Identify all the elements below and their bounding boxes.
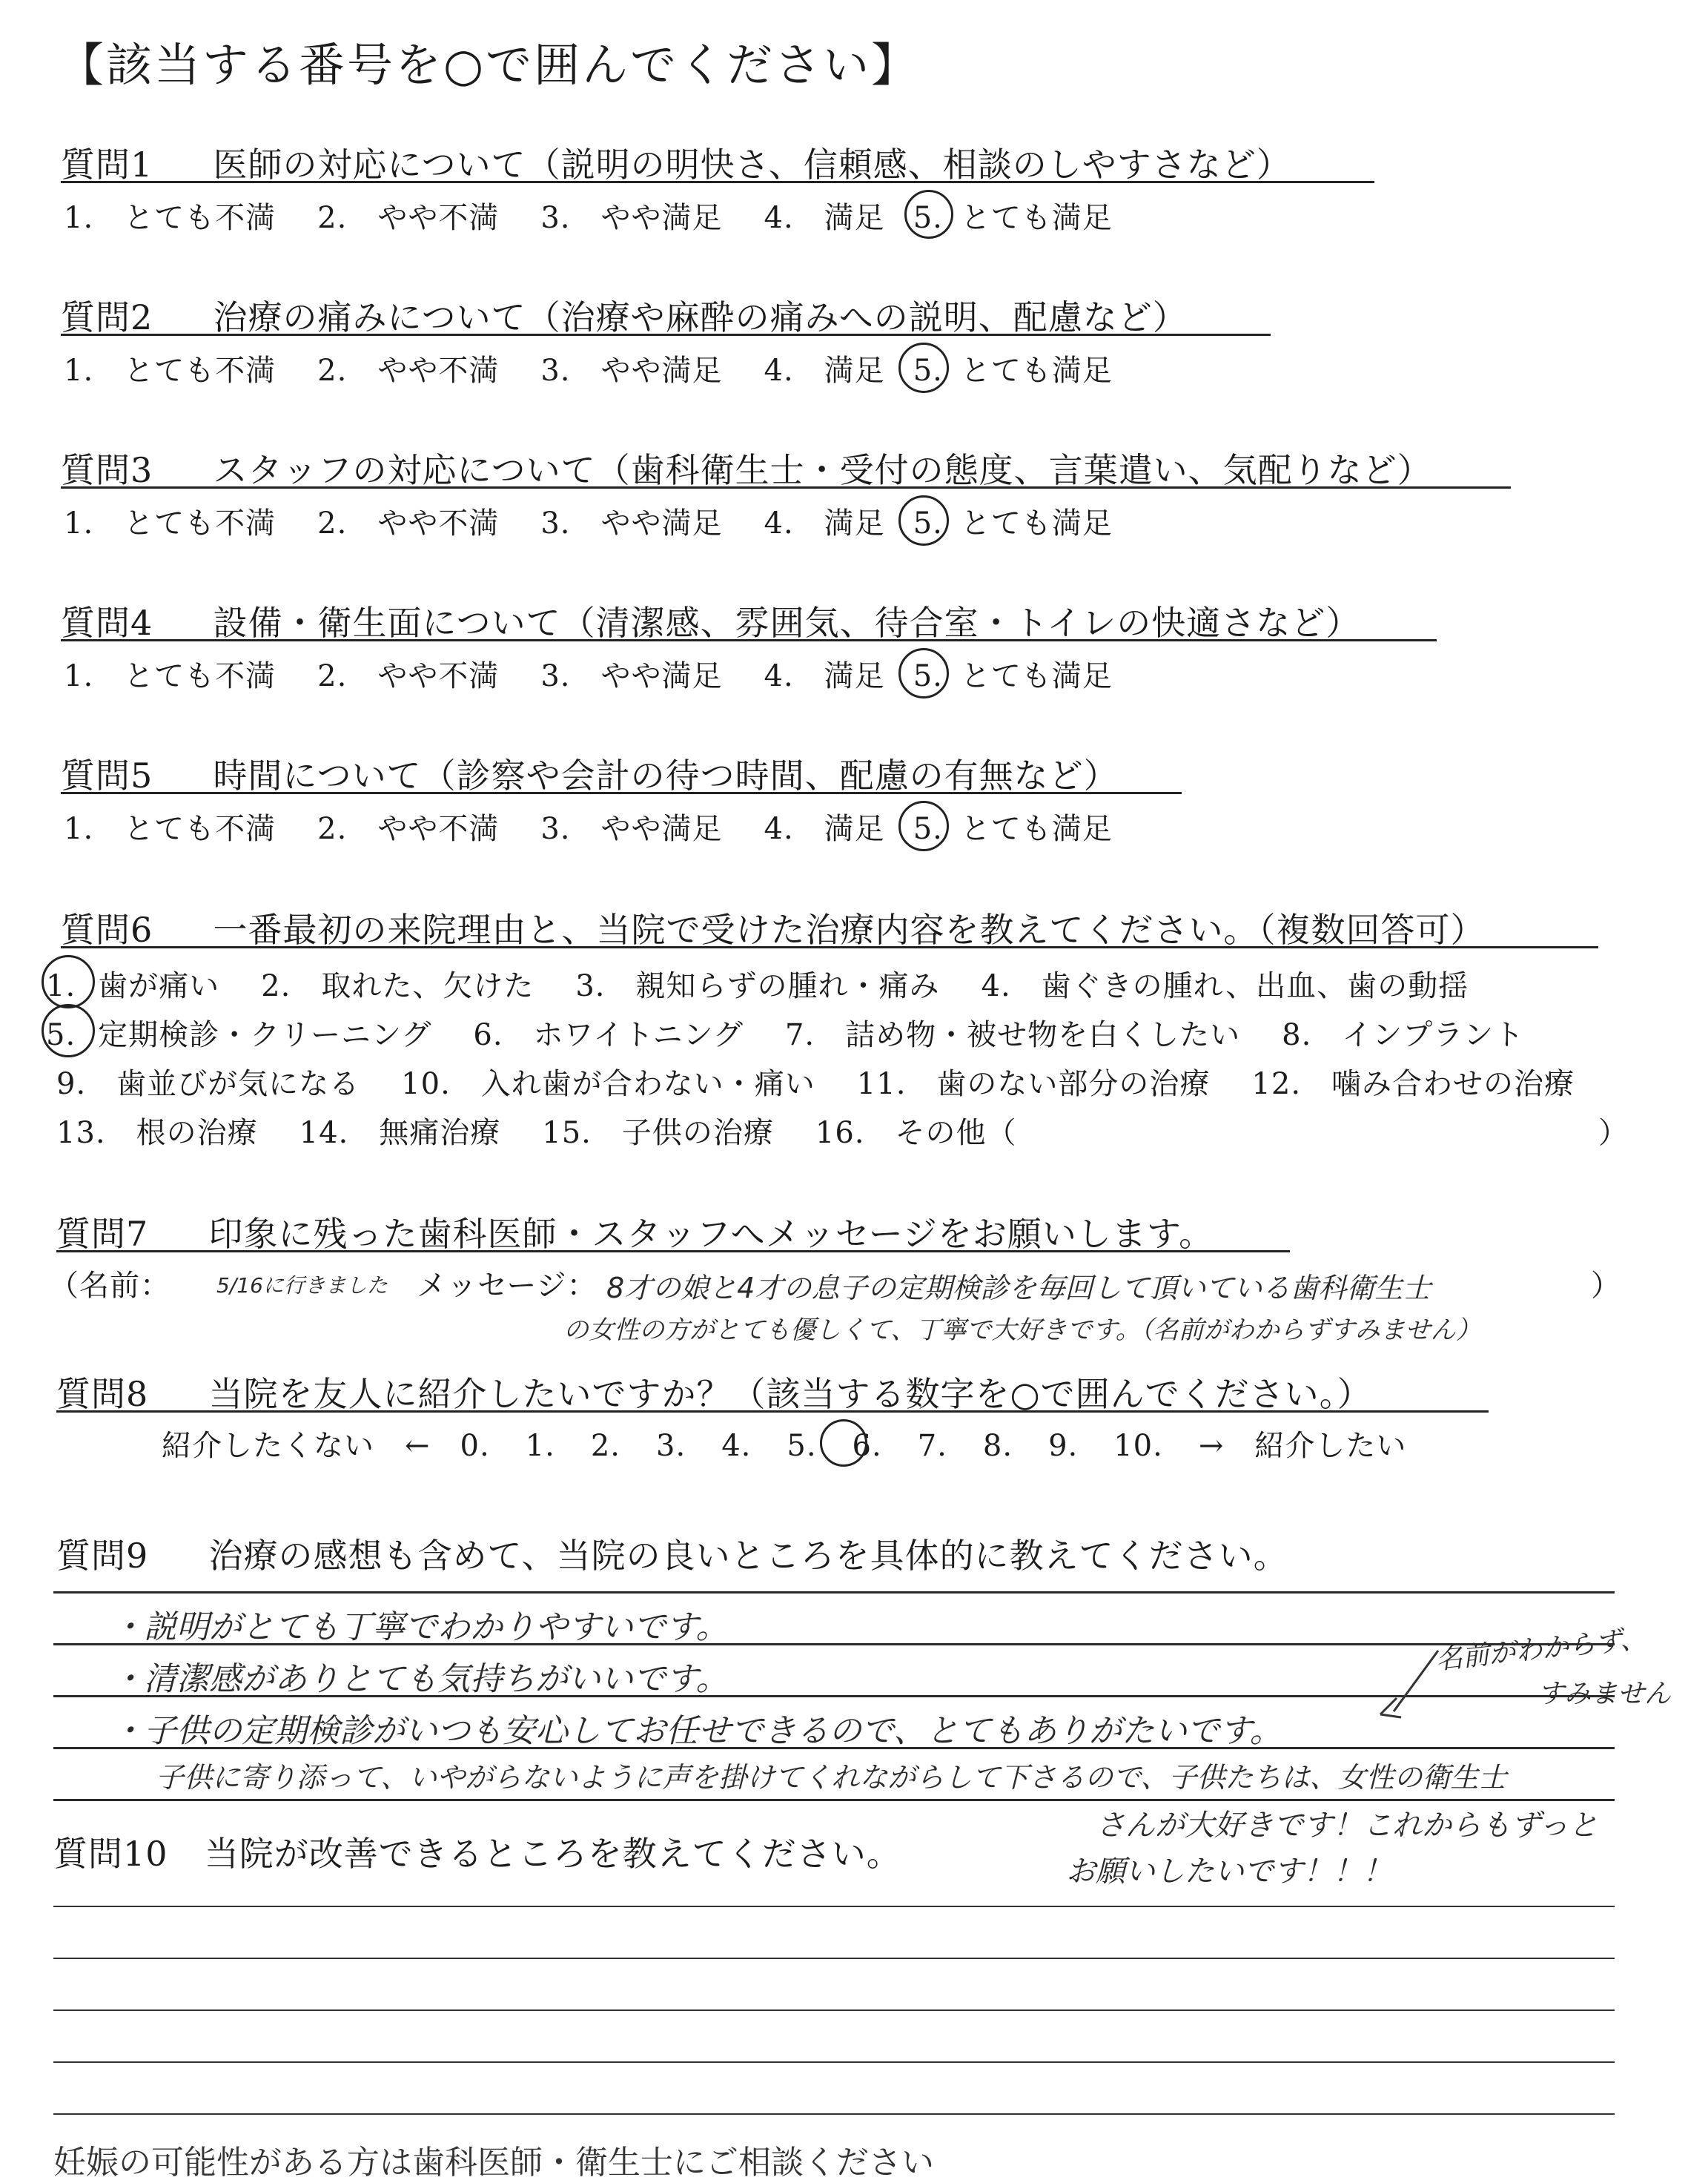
question-5-text: 時間について（診察や会計の待つ時間、配慮の有無など） — [213, 756, 1119, 796]
question-3-options — [64, 500, 1113, 542]
option-5-label: とても満足 — [960, 812, 1113, 846]
q8-option-8[interactable]: 8. — [982, 1429, 1013, 1463]
q9-answer-1[interactable]: ・説明がとても丁寧でわかりやすいです。 — [111, 1608, 729, 1646]
q6-option-16[interactable]: 16. その他（ — [815, 1116, 1017, 1150]
question-6-row-3 — [56, 1060, 1575, 1103]
q7-name-value[interactable]: 5/16に行きました — [216, 1273, 388, 1298]
selection-circle — [898, 495, 949, 546]
q8-option-2[interactable]: 2. — [590, 1429, 621, 1463]
q8-option-5[interactable]: 5. — [787, 1429, 817, 1463]
question-3-text: スタッフの対応について（歯科衛生士・受付の態度、言葉遣い、気配りなど） — [213, 450, 1432, 490]
selection-circle — [898, 801, 949, 851]
question-3-label: 質問3 — [61, 450, 153, 490]
option-2[interactable]: 2. やや不満 — [317, 201, 500, 235]
q10-answer-line[interactable] — [53, 2061, 1615, 2063]
q7-name-label: （名前： — [49, 1269, 171, 1303]
q6-option-2[interactable]: 2. 取れた、欠けた — [261, 969, 534, 1003]
question-9-text: 治療の感想も含めて、当院の良いところを具体的に教えてください。 — [208, 1536, 1288, 1576]
option-5-label: とても満足 — [960, 659, 1113, 693]
question-4-options — [64, 653, 1113, 695]
option-1[interactable]: 1. とても不満 — [64, 812, 277, 846]
question-5-options — [64, 805, 1113, 848]
question-10-label: 質問10 — [53, 1834, 168, 1874]
question-6-row-4 — [56, 1109, 1017, 1152]
q9-answer-3[interactable]: ・子供の定期検診がいつも安心してお任せできるので、とてもありがたいです。 — [111, 1712, 1282, 1750]
option-1[interactable]: 1. とても不満 — [64, 201, 277, 235]
q6-option-1[interactable]: 1. — [46, 969, 76, 1003]
q9-answer-6[interactable]: お願いしたいです！！！ — [1066, 1855, 1392, 1889]
question-9-label: 質問9 — [56, 1536, 149, 1576]
q8-option-10[interactable]: 10. — [1113, 1429, 1163, 1463]
question-4-label: 質問4 — [61, 603, 153, 643]
q9-side-note-2[interactable]: すみません — [1537, 1679, 1672, 1709]
selection-circle — [820, 1419, 867, 1467]
q7-close-paren: ） — [1591, 1269, 1621, 1303]
q6-option-14[interactable]: 14. 無痛治療 — [299, 1116, 501, 1150]
question-7-text: 印象に残った歯科医師・スタッフへメッセージをお願いします。 — [208, 1214, 1214, 1254]
option-2[interactable]: 2. やや不満 — [317, 812, 500, 846]
option-4[interactable]: 4. 満足 — [764, 659, 885, 693]
question-6-row-1 — [46, 962, 1469, 1005]
option-1[interactable]: 1. とても不満 — [64, 354, 277, 388]
selection-circle — [898, 343, 949, 393]
question-1-text: 医師の対応について（説明の明快さ、信頼感、相談のしやすさなど） — [213, 145, 1291, 185]
q6-option-8[interactable]: 8. インプラント — [1282, 1018, 1525, 1052]
option-4[interactable]: 4. 満足 — [764, 354, 885, 388]
option-1[interactable]: 1. とても不満 — [64, 659, 277, 693]
q9-answer-4[interactable]: 子供に寄り添って、いやがらないように声を掛けてくれながらして下さるので、子供たちは、女性の衛生士 — [156, 1761, 1507, 1794]
q8-option-0[interactable]: 0. — [460, 1429, 490, 1463]
option-5-label: とても満足 — [960, 506, 1113, 541]
question-2-options — [64, 347, 1113, 389]
q6-option-3[interactable]: 3. 親知らずの腫れ・痛み — [575, 969, 940, 1003]
q9-answer-5[interactable]: さんが大好きです！これからもずっと — [1096, 1809, 1598, 1843]
option-2[interactable]: 2. やや不満 — [317, 506, 500, 541]
q6-option-11[interactable]: 11. 歯のない部分の治療 — [856, 1067, 1211, 1101]
question-2-text: 治療の痛みについて（治療や麻酔の痛みへの説明、配慮など） — [213, 297, 1188, 337]
q6-option-10[interactable]: 10. 入れ歯が合わない・痛い — [401, 1067, 815, 1101]
selection-circle — [42, 1004, 95, 1057]
q6-option-7[interactable]: 7. 詰め物・被せ物を白くしたい — [784, 1018, 1241, 1052]
q6-option-5[interactable]: 5. — [46, 1018, 76, 1052]
q9-side-note-1[interactable]: 名前がわからず、 — [1434, 1623, 1648, 1676]
q10-answer-line[interactable] — [53, 1906, 1615, 1907]
option-4[interactable]: 4. 満足 — [764, 506, 885, 541]
option-2[interactable]: 2. やや不満 — [317, 659, 500, 693]
q6-option-13[interactable]: 13. 根の治療 — [56, 1116, 258, 1150]
q9-answer-2[interactable]: ・清潔感がありとても気持ちがいいです。 — [111, 1660, 729, 1698]
question-6-label: 質問6 — [61, 910, 153, 950]
option-4[interactable]: 4. 満足 — [764, 201, 885, 235]
question-8-label: 質問8 — [56, 1374, 149, 1414]
question-10-text: 当院が改善できるところを教えてください。 — [204, 1834, 901, 1874]
arrow-icon — [1371, 1646, 1446, 1728]
selection-circle — [42, 955, 95, 1008]
question-7-label: 質問7 — [56, 1214, 149, 1254]
q6-option-15[interactable]: 15. 子供の治療 — [542, 1116, 774, 1150]
q7-message-line-2[interactable]: の女性の方がとても優しくて、丁寧で大好きです。（名前がわからずすみません） — [563, 1315, 1481, 1345]
q6-option-6[interactable]: 6. ホワイトニング — [473, 1018, 744, 1052]
q8-option-4[interactable]: 4. — [721, 1429, 752, 1463]
option-3[interactable]: 3. やや満足 — [540, 506, 723, 541]
question-2-label: 質問2 — [61, 297, 153, 337]
option-3[interactable]: 3. やや満足 — [540, 659, 723, 693]
selection-circle — [898, 648, 949, 699]
q8-option-7[interactable]: 7. — [917, 1429, 947, 1463]
q7-message-line-1[interactable]: 8才の娘と4才の息子の定期検診を毎回して頂いている歯科衛生士 — [606, 1272, 1431, 1304]
option-5-label: とても満足 — [960, 201, 1113, 235]
option-3[interactable]: 3. やや満足 — [540, 812, 723, 846]
q8-option-3[interactable]: 3. — [656, 1429, 686, 1463]
option-5[interactable]: 5. — [913, 659, 943, 693]
q6-option-5-label: 定期検診・クリーニング — [98, 1018, 432, 1052]
question-1-label: 質問1 — [61, 145, 153, 185]
option-5[interactable]: 5. — [913, 201, 943, 235]
q6-option-4[interactable]: 4. 歯ぐきの腫れ、出血、歯の動揺 — [981, 969, 1469, 1003]
q8-option-9[interactable]: 9. — [1048, 1429, 1079, 1463]
q7-message-label: メッセージ： — [417, 1269, 598, 1303]
option-3[interactable]: 3. やや満足 — [540, 201, 723, 235]
question-5-label: 質問5 — [61, 756, 153, 796]
option-5[interactable]: 5. — [913, 812, 943, 846]
question-9-title — [56, 1529, 1288, 1579]
footer-cut-text: 妊娠の可能性がある方は歯科医師・衛生士にご相談ください — [53, 2144, 934, 2182]
option-4[interactable]: 4. 満足 — [764, 812, 885, 846]
q8-right-label: → 紹介したい — [1198, 1429, 1407, 1463]
option-5[interactable]: 5. — [913, 354, 943, 388]
q6-option-1-label: 歯が痛い — [98, 969, 220, 1003]
q8-scale-row — [162, 1422, 1406, 1464]
option-2[interactable]: 2. やや不満 — [317, 354, 500, 388]
q8-option-1[interactable]: 1. — [525, 1429, 555, 1463]
option-1[interactable]: 1. とても不満 — [64, 506, 277, 541]
q10-answer-line[interactable] — [53, 2009, 1615, 2011]
q6-other-close: ） — [1598, 1116, 1629, 1150]
selection-circle — [904, 190, 953, 239]
q6-option-9[interactable]: 9. 歯並びが気になる — [56, 1067, 360, 1101]
q8-left-label: 紹介したくない ← — [162, 1429, 431, 1463]
q6-option-12[interactable]: 12. 噛み合わせの治療 — [1251, 1067, 1575, 1101]
page-title: 【該当する番号を○で囲んでください】 — [58, 38, 920, 92]
q10-answer-line[interactable] — [53, 2113, 1615, 2115]
question-6-text: 一番最初の来院理由と、当院で受けた治療内容を教えてください。（複数回答可） — [213, 910, 1486, 950]
option-5-label: とても満足 — [960, 354, 1113, 388]
option-3[interactable]: 3. やや満足 — [540, 354, 723, 388]
q8-option-6[interactable]: 6. — [852, 1429, 882, 1463]
question-1-options — [64, 194, 1113, 237]
option-5[interactable]: 5. — [913, 506, 943, 541]
question-10-title — [53, 1827, 901, 1877]
question-4-text: 設備・衛生面について（清潔感、雰囲気、待合室・トイレの快適さなど） — [213, 603, 1361, 643]
q9-answer-line — [53, 1799, 1615, 1801]
q9-answer-line — [53, 1591, 1615, 1594]
question-6-row-2 — [46, 1011, 1524, 1054]
q10-answer-line[interactable] — [53, 1958, 1615, 1959]
question-8-text: 当院を友人に紹介したいですか？（該当する数字を○で囲んでください。） — [208, 1374, 1372, 1414]
